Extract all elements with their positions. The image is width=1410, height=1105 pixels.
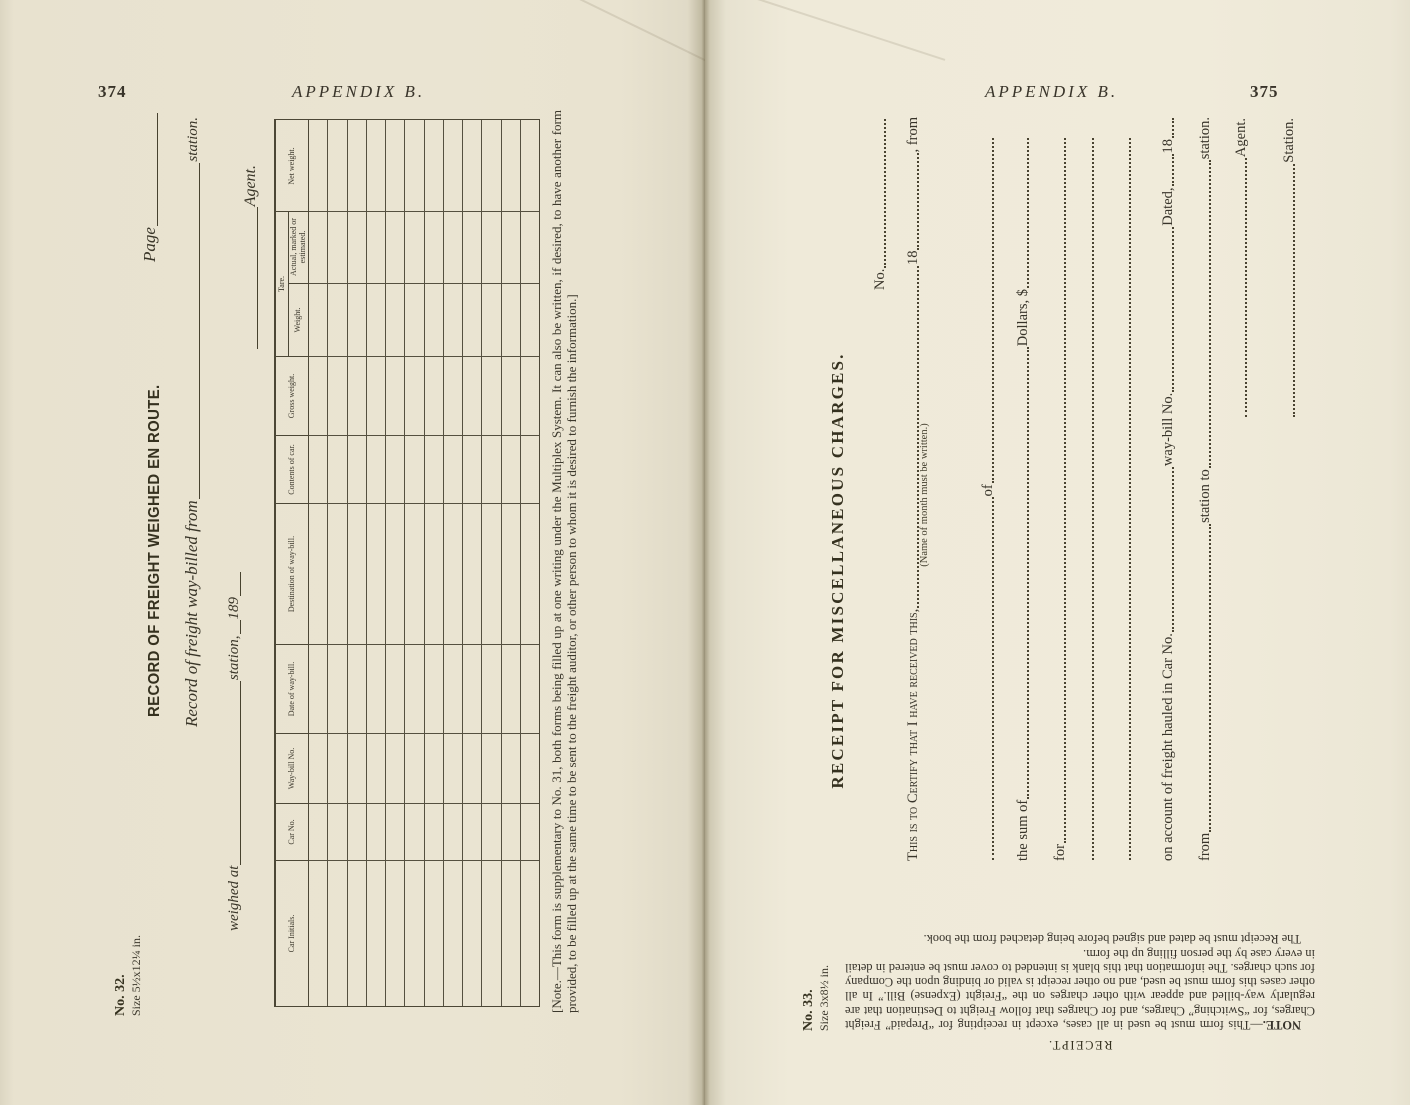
running-head-right: APPENDIX B. [985, 82, 1119, 101]
table-empty-cell [309, 503, 327, 644]
table-empty-cell [348, 283, 366, 356]
table-empty-cell [386, 503, 404, 644]
table-empty-cell [405, 644, 423, 733]
from-label: from [1197, 832, 1213, 861]
form-32-weighed-line [226, 571, 243, 931]
table-empty-cell [348, 211, 366, 283]
table-empty-cell [386, 121, 404, 211]
blank-rule [255, 207, 258, 349]
col-header-net-weight: Net weight. [286, 147, 296, 185]
table-empty-cell [444, 435, 462, 503]
table-empty-cell [328, 803, 346, 860]
waybilled-from-label: Record of freight way-billed from [182, 500, 201, 727]
receipt-no-line [872, 118, 889, 290]
dotted-blank [1025, 138, 1029, 288]
table-empty-cell [405, 121, 423, 211]
table-empty-cell [386, 803, 404, 860]
table-empty-cell [405, 356, 423, 435]
table-empty-row [404, 120, 423, 1006]
station-label: station, [226, 635, 242, 681]
col-header-car-initials: Car Initials. [276, 860, 308, 1006]
no-label: No. [872, 268, 888, 290]
receipt-back-paragraph2: The Receipt must be dated and signed before being detached from the book. [923, 932, 1301, 947]
dotted-blank [1025, 347, 1029, 799]
year-label: 18 [905, 250, 921, 266]
table-empty-row [424, 120, 443, 1006]
form-32-footnote: [Note.—This form is supplementary to No. 31, both forms being filled up at one writing under the Multiplex System. It can also be written, if desired, to have another form provided, to be filled up at the same time to be sent to the freight auditor, or other person to whom it is desired to furnish the information.] [549, 110, 579, 1013]
form-size: Size 3x8½ in. [817, 965, 831, 1031]
dotted-blank [1170, 118, 1174, 138]
table-empty-cell [328, 733, 346, 803]
table-empty-cell [482, 283, 500, 356]
blank-rule [238, 621, 241, 635]
table-empty-cell [463, 211, 481, 283]
table-empty-cell [502, 211, 520, 283]
table-empty-cell [521, 803, 539, 860]
dotted-blank [1127, 138, 1131, 860]
receipt-station-line [1281, 118, 1298, 418]
form-number: No. 32. [113, 974, 128, 1016]
table-empty-cell [482, 211, 500, 283]
table-empty-cell [482, 860, 500, 1006]
table-empty-cell [425, 435, 443, 503]
blank-rule [238, 572, 241, 596]
table-empty-row [309, 120, 327, 1006]
receipt-account-line [1160, 117, 1177, 861]
table-empty-cell [482, 435, 500, 503]
table-empty-row [347, 120, 366, 1006]
table-empty-cell [367, 803, 385, 860]
form-32-agent-line [242, 165, 260, 350]
note-label: NOTE. [1262, 1018, 1301, 1032]
table-empty-cell [405, 503, 423, 644]
table-empty-cell [348, 121, 366, 211]
col-header-waybill-no: Way-bill No. [276, 733, 308, 803]
table-empty-cell [309, 644, 327, 733]
table-empty-cell [463, 860, 481, 1006]
form32-table-body [309, 120, 539, 1006]
station-end-label: station. [1197, 117, 1213, 160]
table-empty-cell [444, 356, 462, 435]
table-empty-cell [425, 803, 443, 860]
table-empty-cell [521, 503, 539, 644]
table-empty-cell [367, 733, 385, 803]
table-empty-cell [502, 503, 520, 644]
dotted-blank [1207, 160, 1211, 468]
paper-crease [755, 0, 946, 60]
agent-label: Agent. [242, 165, 259, 207]
col-header-destination: Destination of way-bill. [276, 503, 308, 644]
table-empty-row [520, 120, 539, 1006]
table-empty-cell [463, 733, 481, 803]
table-empty-cell [348, 503, 366, 644]
form-32-waybilled-line [182, 117, 202, 727]
table-empty-cell [502, 121, 520, 211]
table-empty-cell [348, 803, 366, 860]
table-header-row [276, 120, 309, 1006]
table-empty-cell [348, 644, 366, 733]
table-empty-cell [425, 283, 443, 356]
table-empty-cell [386, 211, 404, 283]
of-word: of [980, 484, 996, 497]
table-empty-cell [463, 121, 481, 211]
form-32-title: RECORD OF FREIGHT WEIGHED EN ROUTE. [146, 384, 163, 717]
table-empty-cell [367, 283, 385, 356]
table-empty-cell [425, 860, 443, 1006]
agent-label: Agent. [1233, 118, 1249, 158]
dotted-blank [990, 138, 994, 483]
table-empty-cell [367, 860, 385, 1006]
dotted-blank [990, 497, 994, 860]
dotted-blank [1062, 138, 1066, 843]
table-empty-cell [386, 356, 404, 435]
col-header-tare-weight: Weight. [289, 283, 308, 356]
table-empty-cell [502, 644, 520, 733]
receipt-from-line [1197, 117, 1214, 861]
table-empty-cell [348, 860, 366, 1006]
table-empty-row [443, 120, 462, 1006]
receipt-dotted-line [1090, 137, 1097, 861]
page-number-right: 375 [1250, 82, 1279, 101]
certify-label: This is to Certify that I have received this, [905, 608, 921, 861]
form-32-table [274, 119, 540, 1007]
table-empty-cell [502, 860, 520, 1006]
table-empty-cell [444, 644, 462, 733]
col-header-tare-actual: Actual, marked or estimated. [289, 218, 307, 276]
table-empty-cell [328, 121, 346, 211]
table-empty-cell [425, 211, 443, 283]
col-header-tare: Tare. [276, 212, 289, 356]
table-empty-cell [521, 211, 539, 283]
table-empty-cell [367, 644, 385, 733]
waybill-label: way-bill No. [1160, 392, 1176, 467]
form-32-number-label [113, 898, 151, 1016]
table-empty-cell [348, 435, 366, 503]
form-number: No. 33. [801, 989, 816, 1031]
table-empty-cell [425, 503, 443, 644]
page-label: Page [140, 227, 159, 262]
form-33-title: RECEIPT FOR MISCELLANEOUS CHARGES. [828, 352, 847, 789]
table-empty-cell [463, 356, 481, 435]
table-empty-cell [521, 283, 539, 356]
table-empty-cell [309, 435, 327, 503]
table-empty-cell [482, 733, 500, 803]
dotted-blank [915, 266, 930, 608]
blank-rule [238, 681, 241, 865]
dotted-blank [882, 119, 886, 268]
table-empty-cell [328, 211, 346, 283]
table-empty-cell [502, 356, 520, 435]
table-empty-cell [405, 803, 423, 860]
col-header-gross-weight: Gross weight. [276, 356, 308, 435]
receipt-dotted-line [1127, 137, 1134, 861]
form-33-receipt [828, 103, 1310, 873]
table-empty-cell [405, 211, 423, 283]
month-note: (Name of month must be written.) [919, 423, 930, 567]
receipt-of-line [980, 137, 997, 861]
table-empty-cell [328, 435, 346, 503]
table-empty-cell [444, 283, 462, 356]
station-to-label: station to [1197, 469, 1213, 523]
dotted-blank [915, 153, 919, 249]
note-text: —This form must be used in all cases, except in receipting for “Prepaid” Freight Charges, for “Switching” Charges, and for Charges that follow Freight to Destination that are regularly way-billed and appear with other charges on the “Freight (Expense) Bill.” In all other cases this form must be used, and no other receipt is valid or binding upon the Company for such charges. The information that this blank is intended to cover must be entered in detail in every case by the person filling up the form. [845, 946, 1315, 1032]
table-empty-cell [463, 803, 481, 860]
dotted-blank [1291, 164, 1295, 417]
table-empty-cell [425, 121, 443, 211]
col-header-car-no: Car No. [276, 803, 308, 860]
table-empty-cell [405, 860, 423, 1006]
table-empty-cell [386, 860, 404, 1006]
table-empty-cell [328, 644, 346, 733]
form-size: Size 5½x12¼ in. [129, 935, 143, 1016]
table-empty-cell [367, 121, 385, 211]
table-empty-row [481, 120, 500, 1006]
table-empty-cell [463, 503, 481, 644]
table-empty-cell [309, 803, 327, 860]
col-header-waybill-date: Date of way-bill. [276, 644, 308, 733]
table-empty-cell [502, 435, 520, 503]
for-label: for [1052, 844, 1068, 861]
table-empty-cell [367, 356, 385, 435]
table-empty-cell [405, 435, 423, 503]
table-empty-cell [425, 733, 443, 803]
sum-label: the sum of [1015, 799, 1031, 861]
table-empty-cell [444, 503, 462, 644]
table-empty-cell [463, 283, 481, 356]
weighed-at-label: weighed at [226, 865, 242, 931]
table-empty-cell [309, 211, 327, 283]
table-empty-cell [309, 860, 327, 1006]
dotted-blank [1170, 227, 1174, 392]
dollars-label: Dollars, $ [1015, 289, 1031, 347]
table-empty-cell [328, 860, 346, 1006]
table-empty-cell [482, 121, 500, 211]
table-empty-cell [463, 644, 481, 733]
dotted-blank [1090, 138, 1094, 860]
receipt-certify-line [905, 117, 930, 861]
table-empty-cell [386, 283, 404, 356]
table-empty-cell [405, 733, 423, 803]
table-empty-cell [348, 733, 366, 803]
station-label: Station. [1281, 118, 1297, 163]
receipt-back-heading: RECEIPT. [1047, 1038, 1113, 1052]
from-word: , from [905, 117, 921, 153]
table-empty-cell [463, 435, 481, 503]
table-empty-row [462, 120, 481, 1006]
table-empty-cell [386, 733, 404, 803]
dotted-blank [1170, 154, 1174, 186]
receipt-back-note [845, 872, 1315, 1052]
table-empty-cell [425, 356, 443, 435]
running-head-left: APPENDIX B. [292, 82, 426, 101]
table-empty-cell [482, 803, 500, 860]
table-empty-cell [367, 211, 385, 283]
table-empty-cell [444, 211, 462, 283]
table-empty-row [327, 120, 346, 1006]
table-empty-row [385, 120, 404, 1006]
table-empty-cell [444, 860, 462, 1006]
table-empty-cell [482, 503, 500, 644]
table-empty-cell [521, 644, 539, 733]
table-empty-cell [482, 644, 500, 733]
table-empty-cell [367, 503, 385, 644]
table-empty-cell [521, 733, 539, 803]
table-empty-cell [386, 435, 404, 503]
table-empty-cell [309, 283, 327, 356]
table-empty-cell [521, 356, 539, 435]
receipt-back-paragraph [845, 946, 1315, 1032]
dotted-blank [1207, 524, 1211, 832]
form-33-number-label [801, 903, 841, 1031]
table-empty-cell [405, 283, 423, 356]
dated-label: Dated, [1160, 187, 1176, 226]
receipt-sum-line [1015, 137, 1032, 861]
blank-rule [155, 113, 158, 226]
form-32-page-line [140, 112, 160, 262]
year-label: 189 [226, 597, 242, 620]
receipt-for-line [1052, 137, 1069, 861]
table-empty-cell [502, 803, 520, 860]
table-empty-cell [502, 283, 520, 356]
col-header-tare-group [276, 211, 308, 356]
table-empty-cell [521, 121, 539, 211]
paper-crease [558, 0, 711, 64]
table-empty-cell [386, 644, 404, 733]
blank-rule [197, 163, 200, 500]
table-empty-cell [328, 283, 346, 356]
table-empty-cell [444, 121, 462, 211]
table-empty-cell [309, 121, 327, 211]
table-empty-cell [309, 733, 327, 803]
table-empty-cell [444, 803, 462, 860]
dated-year: 18 [1160, 138, 1176, 154]
table-empty-cell [521, 860, 539, 1006]
table-empty-cell [425, 644, 443, 733]
page-number-left: 374 [98, 82, 127, 101]
form-32-record-of-freight [140, 105, 600, 1015]
table-empty-row [501, 120, 520, 1006]
table-empty-cell [482, 356, 500, 435]
table-empty-cell [502, 733, 520, 803]
dotted-blank [1170, 467, 1174, 632]
table-empty-cell [521, 435, 539, 503]
table-empty-cell [328, 356, 346, 435]
account-label: on account of freight hauled in Car No. [1160, 633, 1176, 861]
receipt-agent-line [1233, 118, 1250, 418]
table-empty-cell [348, 356, 366, 435]
col-header-contents: Contents of car. [276, 435, 308, 503]
station-label: station. [185, 117, 201, 162]
table-empty-row [366, 120, 385, 1006]
table-empty-cell [328, 503, 346, 644]
table-empty-cell [367, 435, 385, 503]
table-empty-cell [444, 733, 462, 803]
dotted-blank [1243, 158, 1247, 417]
table-empty-cell [309, 356, 327, 435]
